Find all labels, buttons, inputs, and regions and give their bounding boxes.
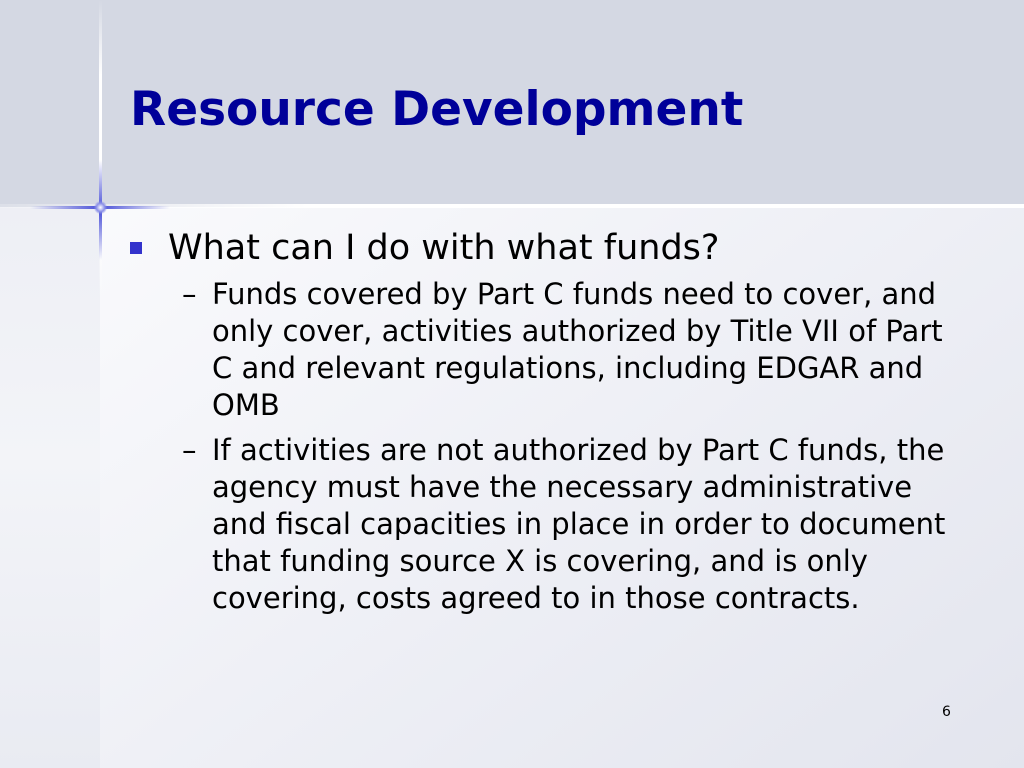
square-bullet-icon bbox=[130, 242, 142, 254]
sub-bullet-text: Funds covered by Part C funds need to cover, and only cover, activities authorized by Title VII of Part C and relevant regulations, including EDGAR and OMB bbox=[212, 277, 943, 422]
bullet-item bbox=[130, 226, 980, 270]
dash-marker: – bbox=[182, 277, 197, 311]
sub-bullet-item bbox=[182, 432, 980, 617]
dash-marker: – bbox=[182, 433, 197, 467]
slide-body bbox=[130, 226, 980, 625]
sub-bullet-text: If activities are not authorized by Part C funds, the agency must have the necessary administrative and fiscal capacities in place in order to document that funding source X is covering, and is only covering, costs agreed to in those contracts. bbox=[212, 433, 946, 615]
sparkle-icon bbox=[94, 201, 107, 214]
slide-title: Resource Development bbox=[130, 82, 744, 137]
page-number: 6 bbox=[942, 704, 951, 720]
bullet-text: What can I do with what funds? bbox=[168, 228, 720, 268]
sub-bullet-list bbox=[130, 276, 980, 617]
sub-bullet-item bbox=[182, 276, 980, 424]
